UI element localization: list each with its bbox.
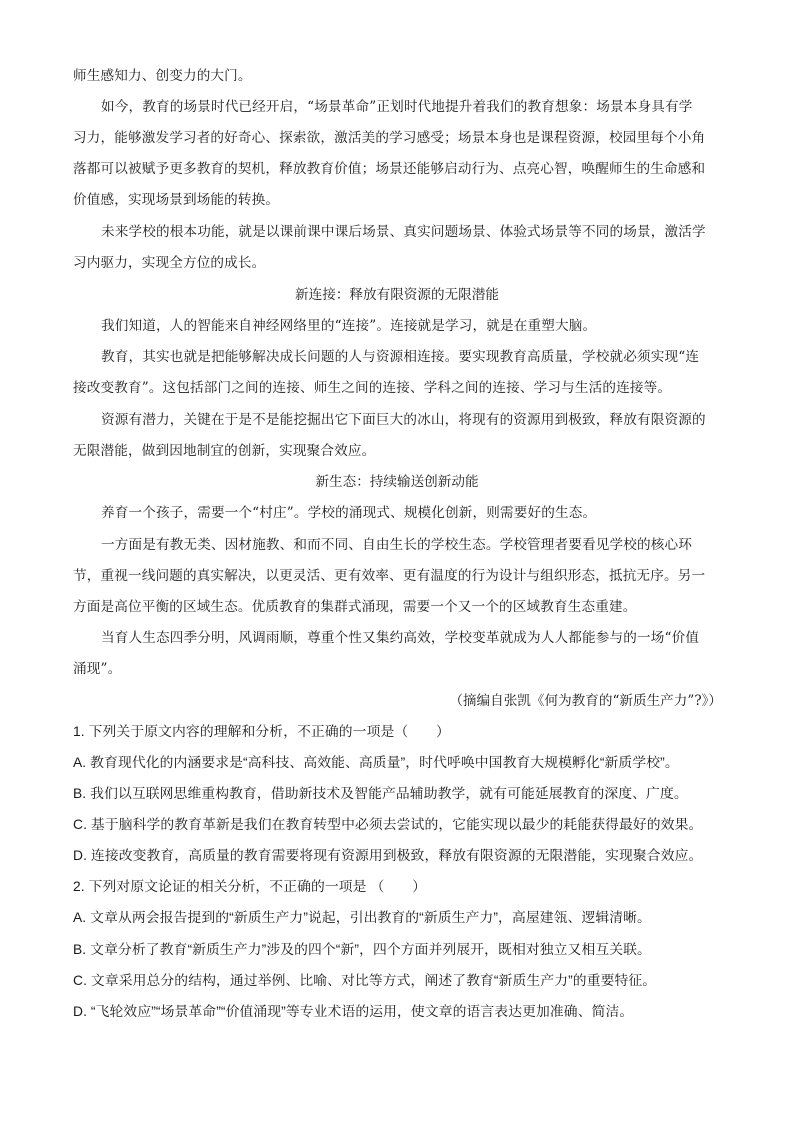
passage-line: 教育，其实也就是把能够解决成长问题的人与资源相连接。要实现教育高质量，学校就必须实现“连	[101, 349, 700, 365]
option-a: A. 文章从两会报告提到的“新质生产力”说起，引出教育的“新质生产力”，高屋建瓴、逻辑清晰。	[73, 910, 651, 925]
passage-line: 方面是高位平衡的区域生态。优质教育的集群式涌现，需要一个又一个的区域教育生态重建。	[73, 599, 637, 615]
passage-line: 未来学校的根本功能，就是以课前课中课后场景、真实问题场景、体验式场景等不同的场景，激活学	[101, 224, 706, 240]
passage-line: 节，重视一线问题的真实解决，以更灵活、更有效率、更有温度的行为设计与组织形态，抵抗无序。另一	[73, 568, 706, 584]
question-stem: 2. 下列对原文论证的相关分析，不正确的一项是 （ ）	[73, 879, 427, 894]
option-c: C. 文章采用总分的结构，通过举例、比喻、对比等方式，阐述了教育“新质生产力”的重要特征。	[73, 973, 657, 988]
option-b: B. 我们以互联网思维重构教育，借助新技术及智能产品辅助教学，就有可能延展教育的深度、广度。	[73, 786, 688, 801]
passage-line: 资源有潜力，关键在于是不是能挖掘出它下面巨大的冰山，将现有的资源用到极致，释放有限资源的	[101, 412, 706, 428]
passage-line: 当育人生态四季分明，风调雨顺，尊重个性又集约高效，学校变革就成为人人都能参与的一场“价值	[101, 630, 700, 646]
passage-line: 涌现”。	[73, 661, 122, 677]
passage-line: 我们知道，人的智能来自神经网络里的“连接”。连接就是学习，就是在重塑大脑。	[101, 318, 597, 334]
option-a: A. 教育现代化的内涵要求是“高科技、高效能、高质量”，时代呼唤中国教育大规模孵化“新质学校”。	[73, 755, 679, 770]
passage-line: 无限潜能，做到因地制宜的创新，实现聚合效应。	[73, 443, 376, 459]
option-b: B. 文章分析了教育“新质生产力”涉及的四个“新”，四个方面并列展开，既相对独立又相互关联。	[73, 942, 651, 957]
passage-line: 养育一个孩子，需要一个“村庄”。学校的涌现式、规模化创新，则需要好的生态。	[101, 505, 597, 521]
passage-line: 如今，教育的场景时代已经开启，“场景革命”正划时代地提升着我们的教育想象：场景本身具有学	[101, 99, 693, 115]
passage-line: 习力，能够激发学习者的好奇心、探索欲，激活美的学习感受；场景本身也是课程资源，校园里每个小角	[73, 130, 706, 146]
passage-line: 落都可以被赋予更多教育的契机，释放教育价值；场景还能够启动行为、点亮心智，唤醒师生的生命感和	[73, 161, 706, 177]
option-c: C. 基于脑科学的教育革新是我们在教育转型中必须去尝试的，它能实现以最少的耗能获得最好的效果。	[73, 817, 703, 832]
passage-line: 师生感知力、创变力的大门。	[73, 68, 252, 84]
passage-line: 接改变教育”。这包括部门之间的连接、师生之间的连接、学科之间的连接、学习与生活的连接等。	[73, 380, 672, 396]
passage-line: 价值感，实现场景到场能的转换。	[73, 192, 280, 208]
section-heading: 新生态：持续输送创新动能	[315, 474, 479, 490]
question-stem: 1. 下列关于原文内容的理解和分析，不正确的一项是（ ）	[73, 724, 450, 739]
passage-line: 一方面是有教无类、因材施教、和而不同、自由生长的学校生态。学校管理者要看见学校的核心环	[101, 537, 692, 553]
option-d: D. “飞轮效应”“场景革命”“价值涌现”等专业术语的运用，使文章的语言表达更加准确、简洁。	[73, 1004, 634, 1019]
source-citation: （摘编自张凯《何为教育的“新质生产力”?》）	[449, 693, 722, 709]
passage-line: 习内驱力，实现全方位的成长。	[73, 255, 266, 271]
section-heading: 新连接：释放有限资源的无限潜能	[295, 287, 499, 303]
option-d: D. 连接改变教育，高质量的教育需要将现有资源用到极致，释放有限资源的无限潜能，实现聚合效应。	[73, 848, 703, 863]
